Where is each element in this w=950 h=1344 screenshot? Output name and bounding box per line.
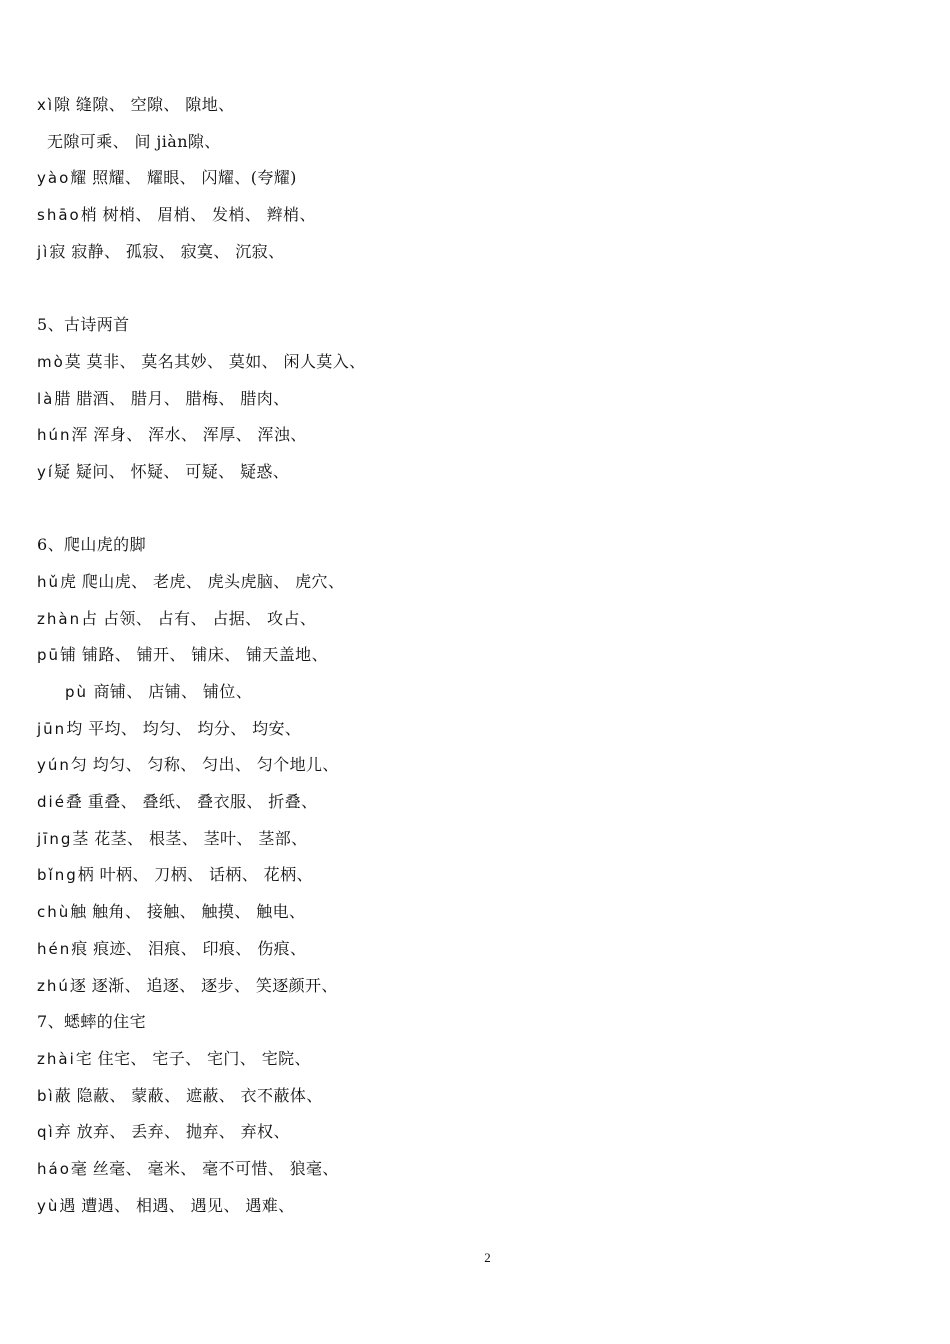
pinyin: jīng: [37, 829, 73, 848]
entry-words: 耀 照耀、 耀眼、 闪耀、(夸耀): [70, 168, 297, 188]
entry-words: 商铺、 店铺、 铺位、: [88, 682, 253, 701]
entry-words: 铺 铺路、 铺开、 铺床、 铺天盖地、: [60, 645, 328, 665]
vocab-entry: [37, 789, 897, 826]
vocab-entry: [37, 422, 897, 459]
entry-words: 疑 疑问、 怀疑、 可疑、 疑惑、: [54, 461, 290, 481]
blank-line: [37, 496, 897, 533]
vocab-entry: [37, 1193, 897, 1230]
vocab-entry: [37, 1046, 897, 1083]
vocab-entry: [37, 936, 897, 973]
entry-words: 腊 腊酒、 腊月、 腊梅、 腊肉、: [54, 388, 290, 408]
vocab-entry: [37, 1156, 897, 1193]
vocab-entry: [37, 642, 897, 679]
entry-words: 匀 均匀、 匀称、 匀出、 匀个地儿、: [70, 755, 339, 775]
entry-words: 毫 丝毫、 毫米、 毫不可惜、 狼毫、: [70, 1158, 339, 1178]
page-number: 2: [484, 1250, 491, 1265]
entry-words: 蔽 隐蔽、 蒙蔽、 遮蔽、 衣不蔽体、: [54, 1085, 323, 1105]
vocab-entry: [37, 716, 897, 753]
vocab-entry: [37, 1083, 897, 1120]
pinyin: yào: [37, 169, 71, 188]
entry-words: 逐 逐渐、 追逐、 逐步、 笑逐颜开、: [69, 975, 338, 995]
pinyin: hǔ: [37, 572, 61, 591]
pinyin: yù: [37, 1196, 60, 1215]
pinyin: zhài: [37, 1049, 76, 1068]
pinyin: pū: [37, 646, 61, 665]
entry-words: 莫 莫非、 莫名其妙、 莫如、 闲人莫入、: [64, 351, 366, 371]
entry-words: 宅 住宅、 宅子、 宅门、 宅院、: [75, 1048, 311, 1068]
pinyin: xì: [37, 96, 55, 114]
vocab-entry: [37, 239, 897, 276]
lesson-heading: 7、蟋蟀的住宅: [37, 1012, 146, 1032]
vocab-entry: [37, 129, 897, 166]
vocab-entry: [37, 752, 897, 789]
pinyin: jūn: [37, 719, 67, 738]
pinyin: chù: [37, 903, 71, 922]
pinyin: yí: [37, 462, 55, 481]
vocab-entry: [37, 349, 897, 386]
entry-words: 隙 缝隙、 空隙、 隙地、: [54, 95, 235, 114]
pinyin: bì: [37, 1086, 55, 1105]
pinyin: là: [37, 389, 55, 408]
vocab-entry: [37, 459, 897, 496]
vocabulary-list: [37, 92, 897, 1229]
vocab-entry: [37, 1119, 897, 1156]
entry-words: 寂 寂静、 孤寂、 寂寞、 沉寂、: [49, 241, 285, 261]
entry-words: 弃 放弃、 丢弃、 抛弃、 弃权、: [54, 1122, 290, 1142]
entry-words: 均 平均、 均匀、 均分、 均安、: [66, 718, 302, 738]
vocab-entry: [37, 973, 897, 1010]
entry-words: 无隙可乘、 间 jiàn隙、: [47, 131, 221, 151]
pinyin: hén: [37, 939, 72, 958]
vocab-entry: [37, 862, 897, 899]
pinyin: háo: [37, 1159, 71, 1178]
pinyin: bǐng: [37, 866, 78, 885]
pinyin: hún: [37, 426, 72, 445]
vocab-entry: [37, 606, 897, 643]
entry-words: 痕 痕迹、 泪痕、 印痕、 伤痕、: [71, 938, 307, 958]
entry-words: 叠 重叠、 叠纸、 叠衣服、 折叠、: [65, 792, 318, 812]
pinyin: shāo: [37, 206, 81, 225]
pinyin: zhú: [37, 976, 70, 995]
vocab-entry: [37, 92, 897, 129]
vocab-entry: [37, 202, 897, 239]
vocab-entry: [37, 826, 897, 863]
lesson-heading: 6、爬山虎的脚: [37, 535, 146, 555]
pinyin: jì: [37, 242, 50, 261]
vocab-entry: [37, 899, 897, 936]
vocab-entry: [37, 386, 897, 423]
vocab-entry: [37, 165, 897, 202]
pinyin: pù: [65, 683, 89, 701]
entry-words: 遇 遭遇、 相遇、 遇见、 遇难、: [59, 1195, 295, 1215]
entry-words: 触 触角、 接触、 触摸、 触电、: [70, 902, 306, 922]
entry-words: 占 占领、 占有、 占据、 攻占、: [81, 608, 317, 628]
pinyin: yún: [37, 756, 71, 775]
pinyin: qì: [37, 1123, 55, 1142]
entry-words: 虎 爬山虎、 老虎、 虎头虎脑、 虎穴、: [60, 571, 345, 591]
entry-words: 柄 叶柄、 刀柄、 话柄、 花柄、: [77, 865, 313, 885]
pinyin: mò: [37, 352, 65, 371]
pinyin: dié: [37, 793, 66, 812]
blank-line: [37, 275, 897, 312]
entry-words: 茎 花茎、 根茎、 茎叶、 茎部、: [72, 828, 308, 848]
vocab-entry: [37, 569, 897, 606]
entry-words: 梢 树梢、 眉梢、 发梢、 辫梢、: [80, 205, 316, 225]
entry-words: 浑 浑身、 浑水、 浑厚、 浑浊、: [71, 425, 307, 445]
vocab-entry: [37, 679, 897, 716]
lesson-heading: 5、古诗两首: [37, 315, 130, 335]
pinyin: zhàn: [37, 609, 82, 628]
